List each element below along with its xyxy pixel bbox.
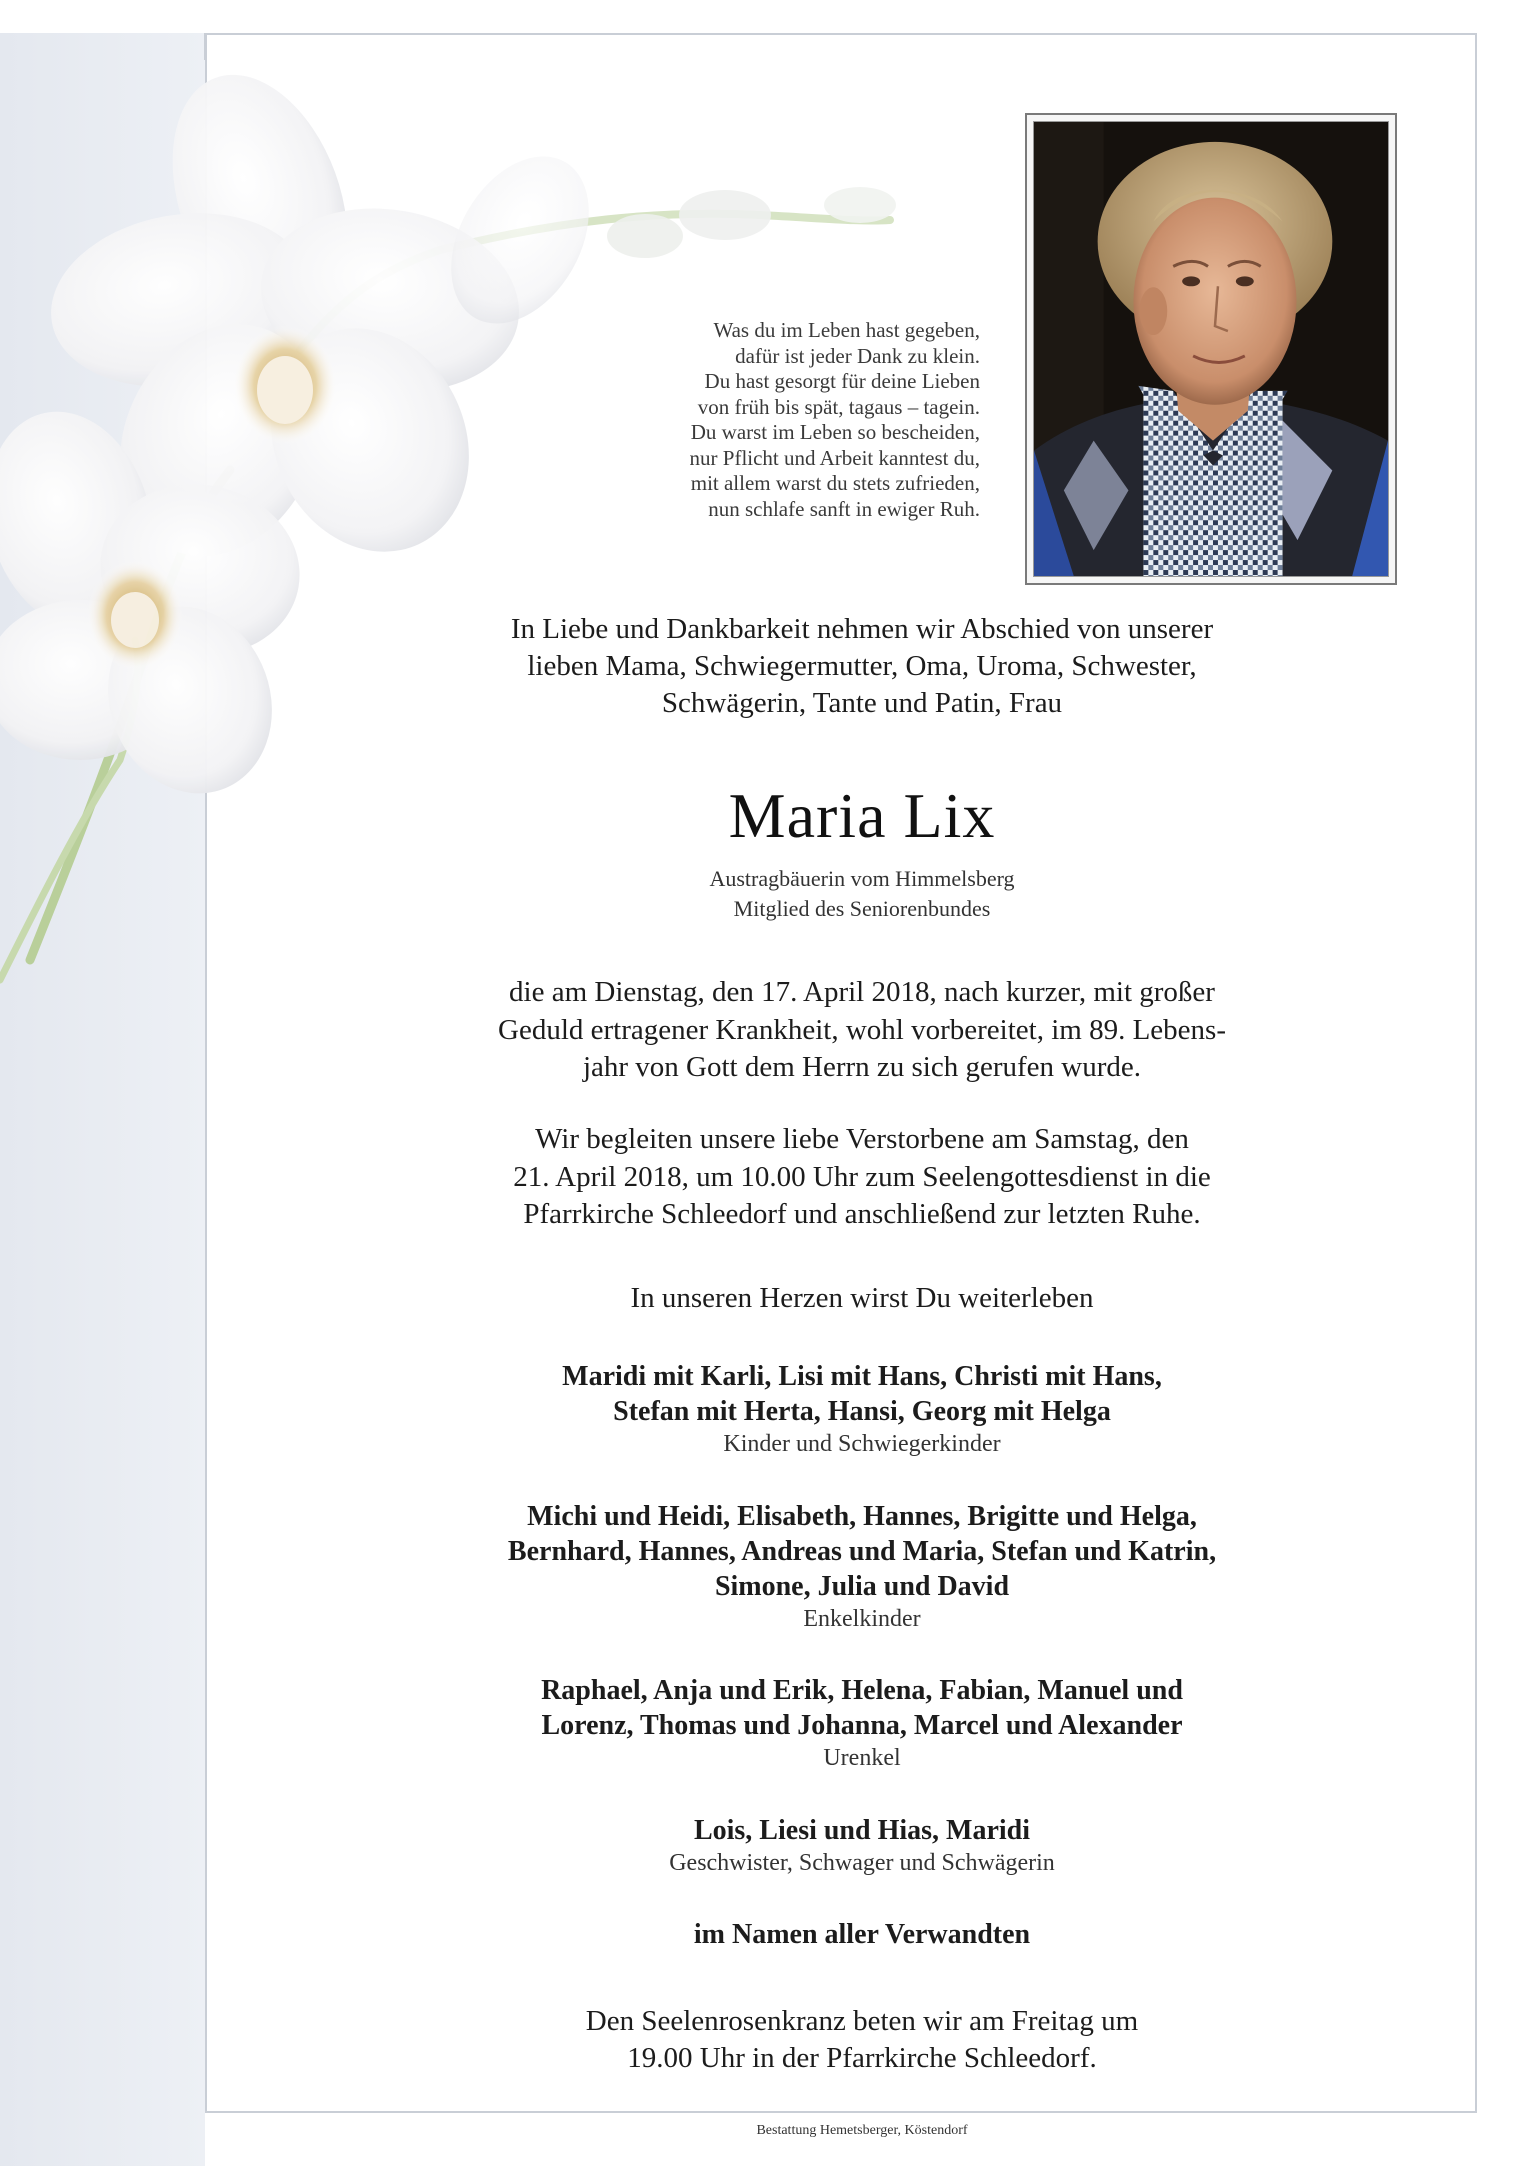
passing-paragraph (468, 974, 1256, 1087)
poem-line: Du warst im Leben so bescheiden, (690, 420, 980, 444)
mourner-group-grandchildren (448, 1499, 1276, 1634)
poem-line: Was du im Leben hast gegeben, (713, 318, 980, 342)
funeral-line: 21. April 2018, um 10.00 Uhr zum Seelengottesdienst in die (513, 1160, 1211, 1193)
mourner-group-siblings (448, 1813, 1276, 1878)
mourner-relation: Urenkel (823, 1745, 901, 1771)
funeral-paragraph (468, 1121, 1256, 1234)
closing-line: im Namen aller Verwandten (693, 1919, 1031, 1950)
poem-line: mit allem warst du stets zufrieden, (690, 471, 980, 495)
rosary-line: 19.00 Uhr in der Pfarrkirche Schleedorf. (627, 2042, 1097, 2074)
mourner-relation: Enkelkinder (803, 1606, 921, 1632)
mourner-names: Bernhard, Hannes, Andreas und Maria, Stefan und Katrin, (507, 1536, 1217, 1567)
passing-line: Geduld ertragener Krankheit, wohl vorbereitet, im 89. Lebens- (498, 1013, 1226, 1046)
passing-line: jahr von Gott dem Herrn zu sich gerufen wurde. (582, 1051, 1142, 1083)
mourner-relation: Kinder und Schwiegerkinder (723, 1431, 1001, 1457)
poem-line: nun schlafe sanft in ewiger Ruh. (708, 496, 980, 521)
mourner-names: Simone, Julia und David (714, 1571, 1010, 1602)
intro-line: Schwägerin, Tante und Patin, Frau (661, 687, 1063, 719)
intro-text (468, 611, 1256, 722)
intro-line: lieben Mama, Schwiegermutter, Oma, Uroma, Schwester, (527, 650, 1197, 682)
mourner-names: Raphael, Anja und Erik, Helena, Fabian, Manuel und (541, 1675, 1183, 1706)
intro-line: In Liebe und Dankbarkeit nehmen wir Abschied von unserer (510, 613, 1214, 645)
portrait-frame (1025, 113, 1397, 585)
mourner-names: Lois, Liesi und Hias, Maridi (693, 1815, 1031, 1846)
poem (560, 318, 980, 522)
funeral-line: Pfarrkirche Schleedorf und anschließend zur letzten Ruhe. (523, 1198, 1201, 1230)
rosary-line: Den Seelenrosenkranz beten wir am Freitag um (585, 2005, 1139, 2037)
funeral-home-credit: Bestattung Hemetsberger, Köstendorf (756, 2123, 968, 2138)
mourner-group-great-grandchildren (448, 1673, 1276, 1773)
portrait-photo (1033, 121, 1389, 577)
poem-line: dafür ist jeder Dank zu klein. (735, 343, 980, 368)
mourner-names: Stefan mit Herta, Hansi, Georg mit Helga (613, 1396, 1111, 1427)
deceased-name: Maria Lix (728, 780, 996, 851)
mourner-group-children (448, 1359, 1276, 1459)
rosary-notice (468, 2003, 1256, 2077)
poem-line: nur Pflicht und Arbeit kanntest du, (689, 445, 980, 470)
poem-line: von früh bis spät, tagaus – tagein. (697, 394, 980, 419)
funeral-line: Wir begleiten unsere liebe Verstorbene am Samstag, den (535, 1123, 1189, 1155)
mourner-names: Maridi mit Karli, Lisi mit Hans, Christi mit Hans, (562, 1361, 1162, 1392)
mourner-names: Michi und Heidi, Elisabeth, Hannes, Brigitte und Helga, (527, 1501, 1197, 1532)
deceased-title: Austragbäuerin vom Himmelsberg (709, 866, 1015, 891)
deceased-titles (468, 864, 1256, 924)
motto: In unseren Herzen wirst Du weiterleben (630, 1282, 1094, 1314)
passing-line: die am Dienstag, den 17. April 2018, nach kurzer, mit großer (509, 976, 1215, 1008)
poem-line: Du hast gesorgt für deine Lieben (704, 369, 980, 393)
deceased-title: Mitglied des Seniorenbundes (733, 896, 991, 921)
mourner-names: Lorenz, Thomas und Johanna, Marcel und Alexander (541, 1710, 1183, 1741)
mourner-relation: Geschwister, Schwager und Schwägerin (669, 1850, 1055, 1876)
